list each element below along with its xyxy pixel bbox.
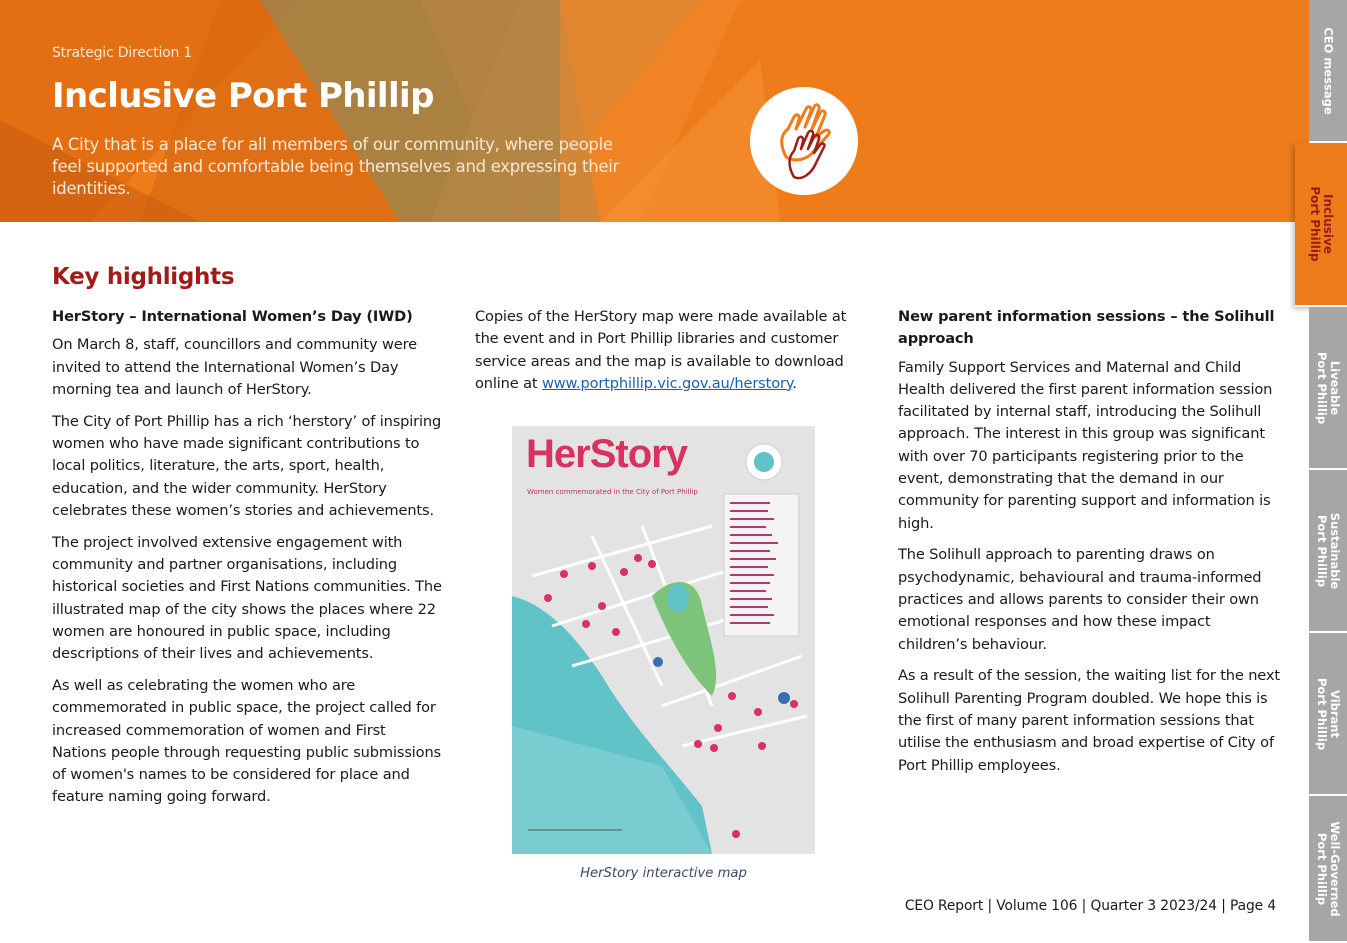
header-banner	[0, 0, 1310, 222]
hands-icon	[750, 87, 858, 195]
herstory-link[interactable]: www.portphillip.vic.gov.au/herstory	[541, 374, 793, 392]
map-title: HerStory	[526, 432, 687, 476]
tab-label: Inclusive Port Phillip	[1308, 186, 1335, 262]
tab-vibrant-port-phillip[interactable]	[1309, 633, 1347, 796]
tab-label: CEO message	[1321, 26, 1336, 115]
map-caption: HerStory interactive map	[580, 866, 747, 881]
paragraph: The Solihull approach to parenting draws on psychodynamic, behavioural and trauma-informed practices and allows parents to consider their own emotional responses and how these impact children’s behaviour.	[898, 546, 1262, 653]
paragraph: The City of Port Phillip has a rich ‘herstory’ of inspiring women who have made significant contributions to local politics, literature, the arts, sport, health, education, and the wider community. HerStory celebrates these women’s stories and achievements.	[52, 412, 442, 519]
herstory-heading: HerStory – International Women’s Day (IWD)	[52, 308, 413, 325]
tab-inclusive-port-phillip[interactable]	[1295, 143, 1347, 307]
tab-liveable-port-phillip[interactable]	[1309, 307, 1347, 470]
tab-label: Well-Governed Port Phillip	[1315, 820, 1342, 917]
column-herstory-map	[475, 306, 855, 405]
map-availability-text: Copies of the HerStory map were made available at the event and in Port Phillip libraries and customer service areas and the map is available to download online at	[475, 308, 847, 392]
tab-ceo-message[interactable]	[1309, 0, 1347, 143]
herstory-map-image	[512, 426, 815, 854]
page-subtitle: A City that is a place for all members of our community, where people feel supported and comfortable being themselves and expressing their identities.	[52, 135, 619, 198]
paragraph: As a result of the session, the waiting list for the next Solihull Parenting Program doubled. We hope this is the first of many parent information sessions that utilise the enthusiasm and broad expertise of City of Port Phillip employees.	[898, 667, 1280, 774]
strategic-direction-label: Strategic Direction 1	[52, 45, 193, 61]
link-period: .	[792, 374, 797, 392]
key-highlights-heading: Key highlights	[52, 264, 235, 290]
section-tabs	[1295, 0, 1347, 941]
tab-well-governed-port-phillip[interactable]	[1309, 796, 1347, 943]
map-subtitle: Women commemorated in the City of Port Phillip	[527, 488, 698, 496]
tab-label: Liveable Port Phillip	[1315, 351, 1342, 424]
column-solihull	[898, 306, 1280, 786]
tab-label: Vibrant Port Phillip	[1315, 677, 1342, 750]
paragraph: Family Support Services and Maternal and Child Health delivered the first parent information session facilitated by internal staff, introducing the Solihull approach. The interest in this group was significant with over 70 participants registering prior to the event, demonstrating that the demand in our community for parenting support and information is high.	[898, 358, 1273, 532]
page-footer: CEO Report | Volume 106 | Quarter 3 2023/24 | Page 4	[904, 898, 1276, 914]
paragraph: The project involved extensive engagement with community and partner organisations, including historical societies and First Nations communities. The illustrated map of the city shows the places where 22 women are honoured in public space, including descriptions of their lives and achievements.	[52, 533, 442, 663]
tab-label: Sustainable Port Phillip	[1315, 512, 1342, 589]
page-title: Inclusive Port Phillip	[52, 76, 434, 116]
solihull-heading: New parent information sessions – the Solihull approach	[898, 308, 1275, 348]
column-herstory	[52, 306, 444, 818]
paragraph: As well as celebrating the women who are commemorated in public space, the project called for increased commemoration of women and First Nations people through requesting public submissions of women's names to be considered for place and feature naming going forward.	[52, 676, 442, 806]
paragraph	[475, 306, 855, 395]
tab-sustainable-port-phillip[interactable]	[1309, 470, 1347, 633]
paragraph: On March 8, staff, councillors and community were invited to attend the International Women’s Day morning tea and launch of HerStory.	[52, 336, 417, 398]
